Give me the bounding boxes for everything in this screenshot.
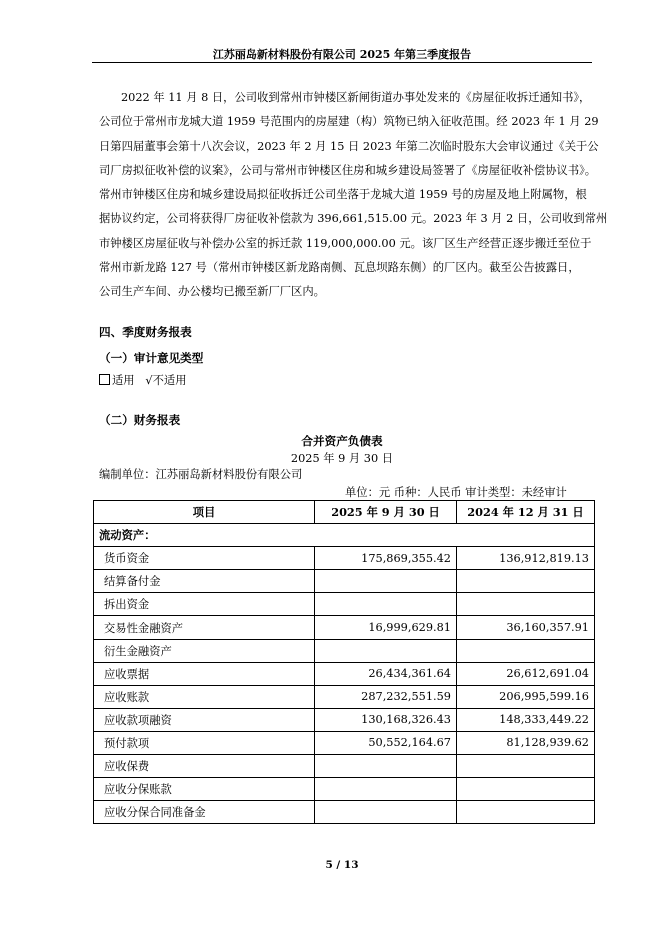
row-prior: 81,128,939.62 <box>457 731 595 754</box>
statement-title: 合并资产负债表 <box>301 434 383 448</box>
preparer-label: 编制单位：江苏丽岛新材料股份有限公司 <box>99 468 303 481</box>
check-mark-icon: √ <box>145 374 153 387</box>
row-current: 50,552,164.67 <box>315 731 457 754</box>
row-prior: 206,995,599.16 <box>457 685 595 708</box>
paragraph-line: 市钟楼区房屋征收与补偿办公室的拆迁款 119,000,000.00 元。该厂区生产经营正逐步搬迁至位于 <box>99 236 592 250</box>
row-item: 应收账款 <box>94 685 315 708</box>
section-heading-financial-statements: （二）财务报表 <box>99 413 181 427</box>
row-item: 拆出资金 <box>94 593 315 616</box>
section-heading-quarterly-statements: 四、季度财务报表 <box>99 325 192 339</box>
row-current: 26,434,361.64 <box>315 662 457 685</box>
row-prior <box>457 778 595 801</box>
row-item: 结算备付金 <box>94 570 315 593</box>
table-row <box>94 778 595 801</box>
table-row <box>94 685 595 708</box>
row-item: 预付款项 <box>94 731 315 754</box>
report-header: 江苏丽岛新材料股份有限公司 2025 年第三季度报告 <box>212 48 472 61</box>
paragraph-line: 常州市新龙路 127 号（常州市钟楼区新龙路南侧、瓦息坝路东侧）的厂区内。截至公告披露日， <box>99 261 580 275</box>
row-current <box>315 570 457 593</box>
table-row <box>94 662 595 685</box>
row-current <box>315 593 457 616</box>
header-item: 项目 <box>94 501 315 524</box>
row-current: 287,232,551.59 <box>315 685 457 708</box>
row-prior: 148,333,449.22 <box>457 708 595 731</box>
paragraph-line: 据协议约定，公司将获得厂房征收补偿款为 396,661,515.00 元。2023 年 3 月 2 日，公司收到常州 <box>99 212 608 226</box>
row-item: 应收分保合同准备金 <box>94 801 315 824</box>
row-current <box>315 755 457 778</box>
table-row <box>94 547 595 570</box>
statement-meta: 单位：元 币种：人民币 审计类型：未经审计 <box>345 486 567 499</box>
section-heading-audit-opinion: （一）审计意见类型 <box>99 351 204 365</box>
table-row <box>94 570 595 593</box>
paragraph-line: 2022 年 11 月 8 日，公司收到常州市钟楼区新闸街道办事处发来的《房屋征收拆迁通知书》， <box>121 91 591 104</box>
row-current <box>315 778 457 801</box>
paragraph-line: 公司生产车间、办公楼均已搬至新厂厂区内。 <box>99 285 325 299</box>
table-row <box>94 593 595 616</box>
row-item: 应收票据 <box>94 662 315 685</box>
table-row <box>94 708 595 731</box>
row-prior <box>457 755 595 778</box>
row-current: 175,869,355.42 <box>315 547 457 570</box>
option-not-applicable-label: 不适用 <box>152 374 187 387</box>
category-current-assets: 流动资产： <box>94 524 595 547</box>
header-prior-period: 2024 年 12 月 31 日 <box>457 501 595 524</box>
balance-sheet-table <box>93 500 595 824</box>
table-category-row <box>94 524 595 547</box>
row-item: 应收分保账款 <box>94 778 315 801</box>
paragraph-line: 司厂房拟征收补偿的议案》，公司与常州市钟楼区住房和城乡建设局签署了《房屋征收补偿协议书》。 <box>99 163 597 177</box>
row-current: 16,999,629.81 <box>315 616 457 639</box>
table-row <box>94 731 595 754</box>
applicable-checkbox-icon <box>99 374 110 385</box>
row-prior: 136,912,819.13 <box>457 547 595 570</box>
row-prior: 36,160,357.91 <box>457 616 595 639</box>
page-number: 5 / 13 <box>325 859 359 871</box>
statement-date: 2025 年 9 月 30 日 <box>290 452 394 465</box>
relocation-paragraph <box>99 86 608 305</box>
option-applicable-label: 适用 <box>112 374 135 387</box>
paragraph-line: 公司位于常州市龙城大道 1959 号范围内的房屋建（构）筑物已纳入征收范围。经 2023 年 1 月 29 <box>99 115 599 129</box>
row-item: 货币资金 <box>94 547 315 570</box>
row-item: 应收保费 <box>94 755 315 778</box>
table-header-row <box>94 501 595 524</box>
paragraph-line: 常州市钟楼区住房和城乡建设局拟征收拆迁公司坐落于龙城大道 1959 号的房屋及地上附属物，根 <box>99 188 587 202</box>
row-prior <box>457 801 595 824</box>
audit-opinion-options <box>99 372 187 388</box>
header-current-period: 2025 年 9 月 30 日 <box>315 501 457 524</box>
row-item: 衍生金融资产 <box>94 639 315 662</box>
row-prior <box>457 639 595 662</box>
table-row <box>94 801 595 824</box>
row-current: 130,168,326.43 <box>315 708 457 731</box>
row-prior <box>457 593 595 616</box>
table-row <box>94 616 595 639</box>
row-prior: 26,612,691.04 <box>457 662 595 685</box>
row-prior <box>457 570 595 593</box>
table-row <box>94 755 595 778</box>
table-row <box>94 639 595 662</box>
row-item: 应收款项融资 <box>94 708 315 731</box>
header-rule <box>92 62 592 63</box>
row-current <box>315 639 457 662</box>
row-current <box>315 801 457 824</box>
paragraph-line: 日第四届董事会第十八次会议，2023 年 2 月 15 日 2023 年第二次临时股东大会审议通过《关于公 <box>99 139 599 153</box>
row-item: 交易性金融资产 <box>94 616 315 639</box>
